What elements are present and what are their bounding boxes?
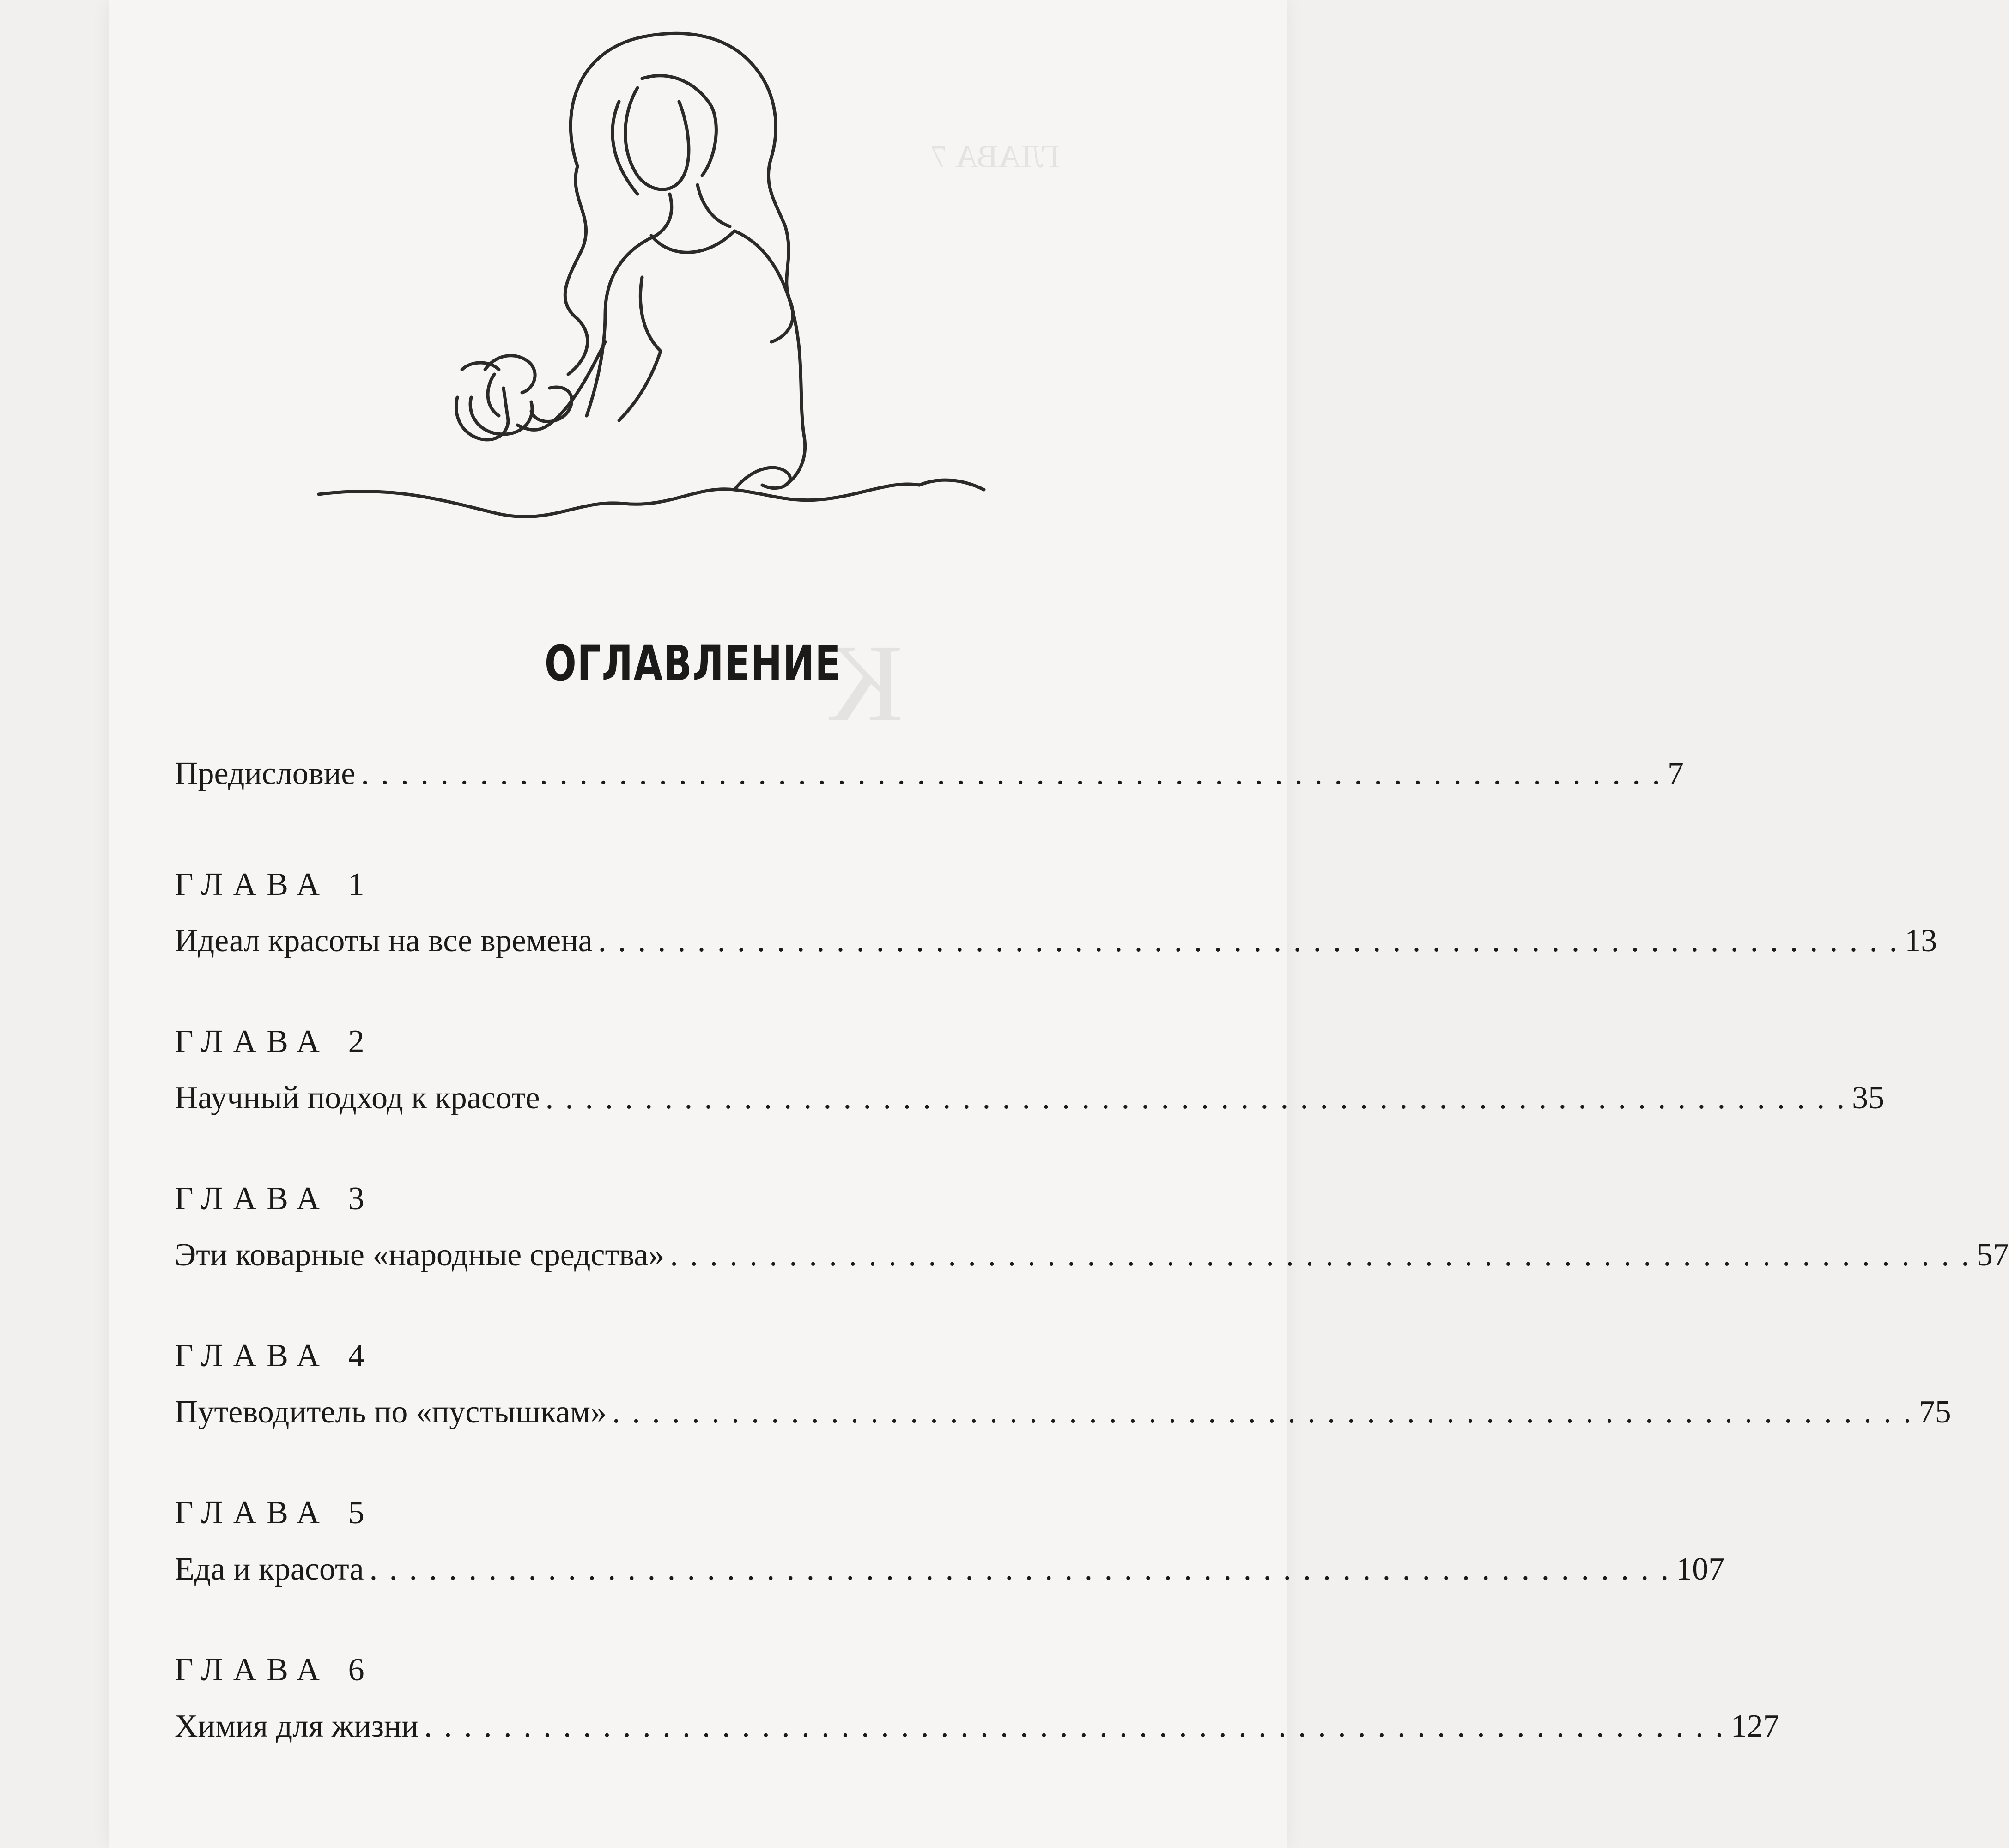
chapter-label: ГЛАВА 1 [175, 867, 375, 902]
entry-page-number: 35 [1852, 1080, 1885, 1116]
dot-leader: . . . . . . . . . . . . . . . . . . . . . . . . . . . . . . . . . . . . . . . . . . . . . . . . . . . . . . . . . . . . . . . . . . [369, 1551, 1671, 1587]
entry-page-number: 7 [1667, 756, 1684, 791]
toc-entry-chapter [175, 1338, 1951, 1430]
entry-title: Еда и красота [175, 1551, 364, 1587]
dot-leader: . . . . . . . . . . . . . . . . . . . . . . . . . . . . . . . . . . . . . . . . . . . . . . . . . . . . . . . . . . . . . . . . . . [424, 1708, 1725, 1744]
toc-entry-chapter [175, 1495, 1725, 1587]
book-page [109, 0, 2009, 1848]
chapter-label: ГЛАВА 4 [175, 1338, 375, 1374]
toc-entry-chapter [175, 1181, 2009, 1273]
entry-page-number: 75 [1918, 1394, 1951, 1430]
dot-leader: . . . . . . . . . . . . . . . . . . . . . . . . . . . . . . . . . . . . . . . . . . . . . . . . . . . . . . . . . . . . . . . . . . [598, 923, 1900, 959]
show-through-text: ГЛАВА 7 [931, 139, 1060, 175]
entry-page-number: 57 [1976, 1237, 2009, 1273]
chapter-label: ГЛАВА 6 [175, 1652, 375, 1688]
dot-leader: . . . . . . . . . . . . . . . . . . . . . . . . . . . . . . . . . . . . . . . . . . . . . . . . . . . . . . . . . . . . . . . . . . [545, 1080, 1847, 1116]
chapter-label: ГЛАВА 3 [175, 1181, 375, 1216]
chapter-label: ГЛАВА 5 [175, 1495, 375, 1531]
dot-leader: . . . . . . . . . . . . . . . . . . . . . . . . . . . . . . . . . . . . . . . . . . . . . . . . . . . . . . . . . . . . . . . . . . [670, 1237, 1971, 1273]
entry-title: Предисловие [175, 756, 356, 791]
entry-title: Научный подход к красоте [175, 1080, 540, 1116]
entry-title: Химия для жизни [175, 1708, 419, 1744]
entry-page-number: 127 [1730, 1708, 1779, 1744]
entry-title: Путеводитель по «пустышкам» [175, 1394, 607, 1430]
toc-entry-chapter [175, 1652, 1779, 1744]
toc-entry-chapter [175, 1024, 1885, 1116]
chapter-label: ГЛАВА 2 [175, 1024, 375, 1059]
toc-entry-chapter [175, 867, 1937, 959]
entry-title: Эти коварные «народные средства» [175, 1237, 665, 1273]
dot-leader: . . . . . . . . . . . . . . . . . . . . . . . . . . . . . . . . . . . . . . . . . . . . . . . . . . . . . . . . . . . . . . . . . . [361, 756, 1662, 791]
page-title: ОГЛАВЛЕНИЕ [544, 635, 842, 692]
dot-leader: . . . . . . . . . . . . . . . . . . . . . . . . . . . . . . . . . . . . . . . . . . . . . . . . . . . . . . . . . . . . . . . . . . [612, 1394, 1913, 1430]
woman-holding-cup-line-art-icon [319, 18, 1095, 559]
show-through-text: К [829, 621, 904, 744]
toc-entry-preface [175, 756, 1684, 791]
entry-title: Идеал красоты на все времена [175, 923, 593, 959]
entry-page-number: 107 [1676, 1551, 1725, 1587]
entry-page-number: 13 [1905, 923, 1937, 959]
